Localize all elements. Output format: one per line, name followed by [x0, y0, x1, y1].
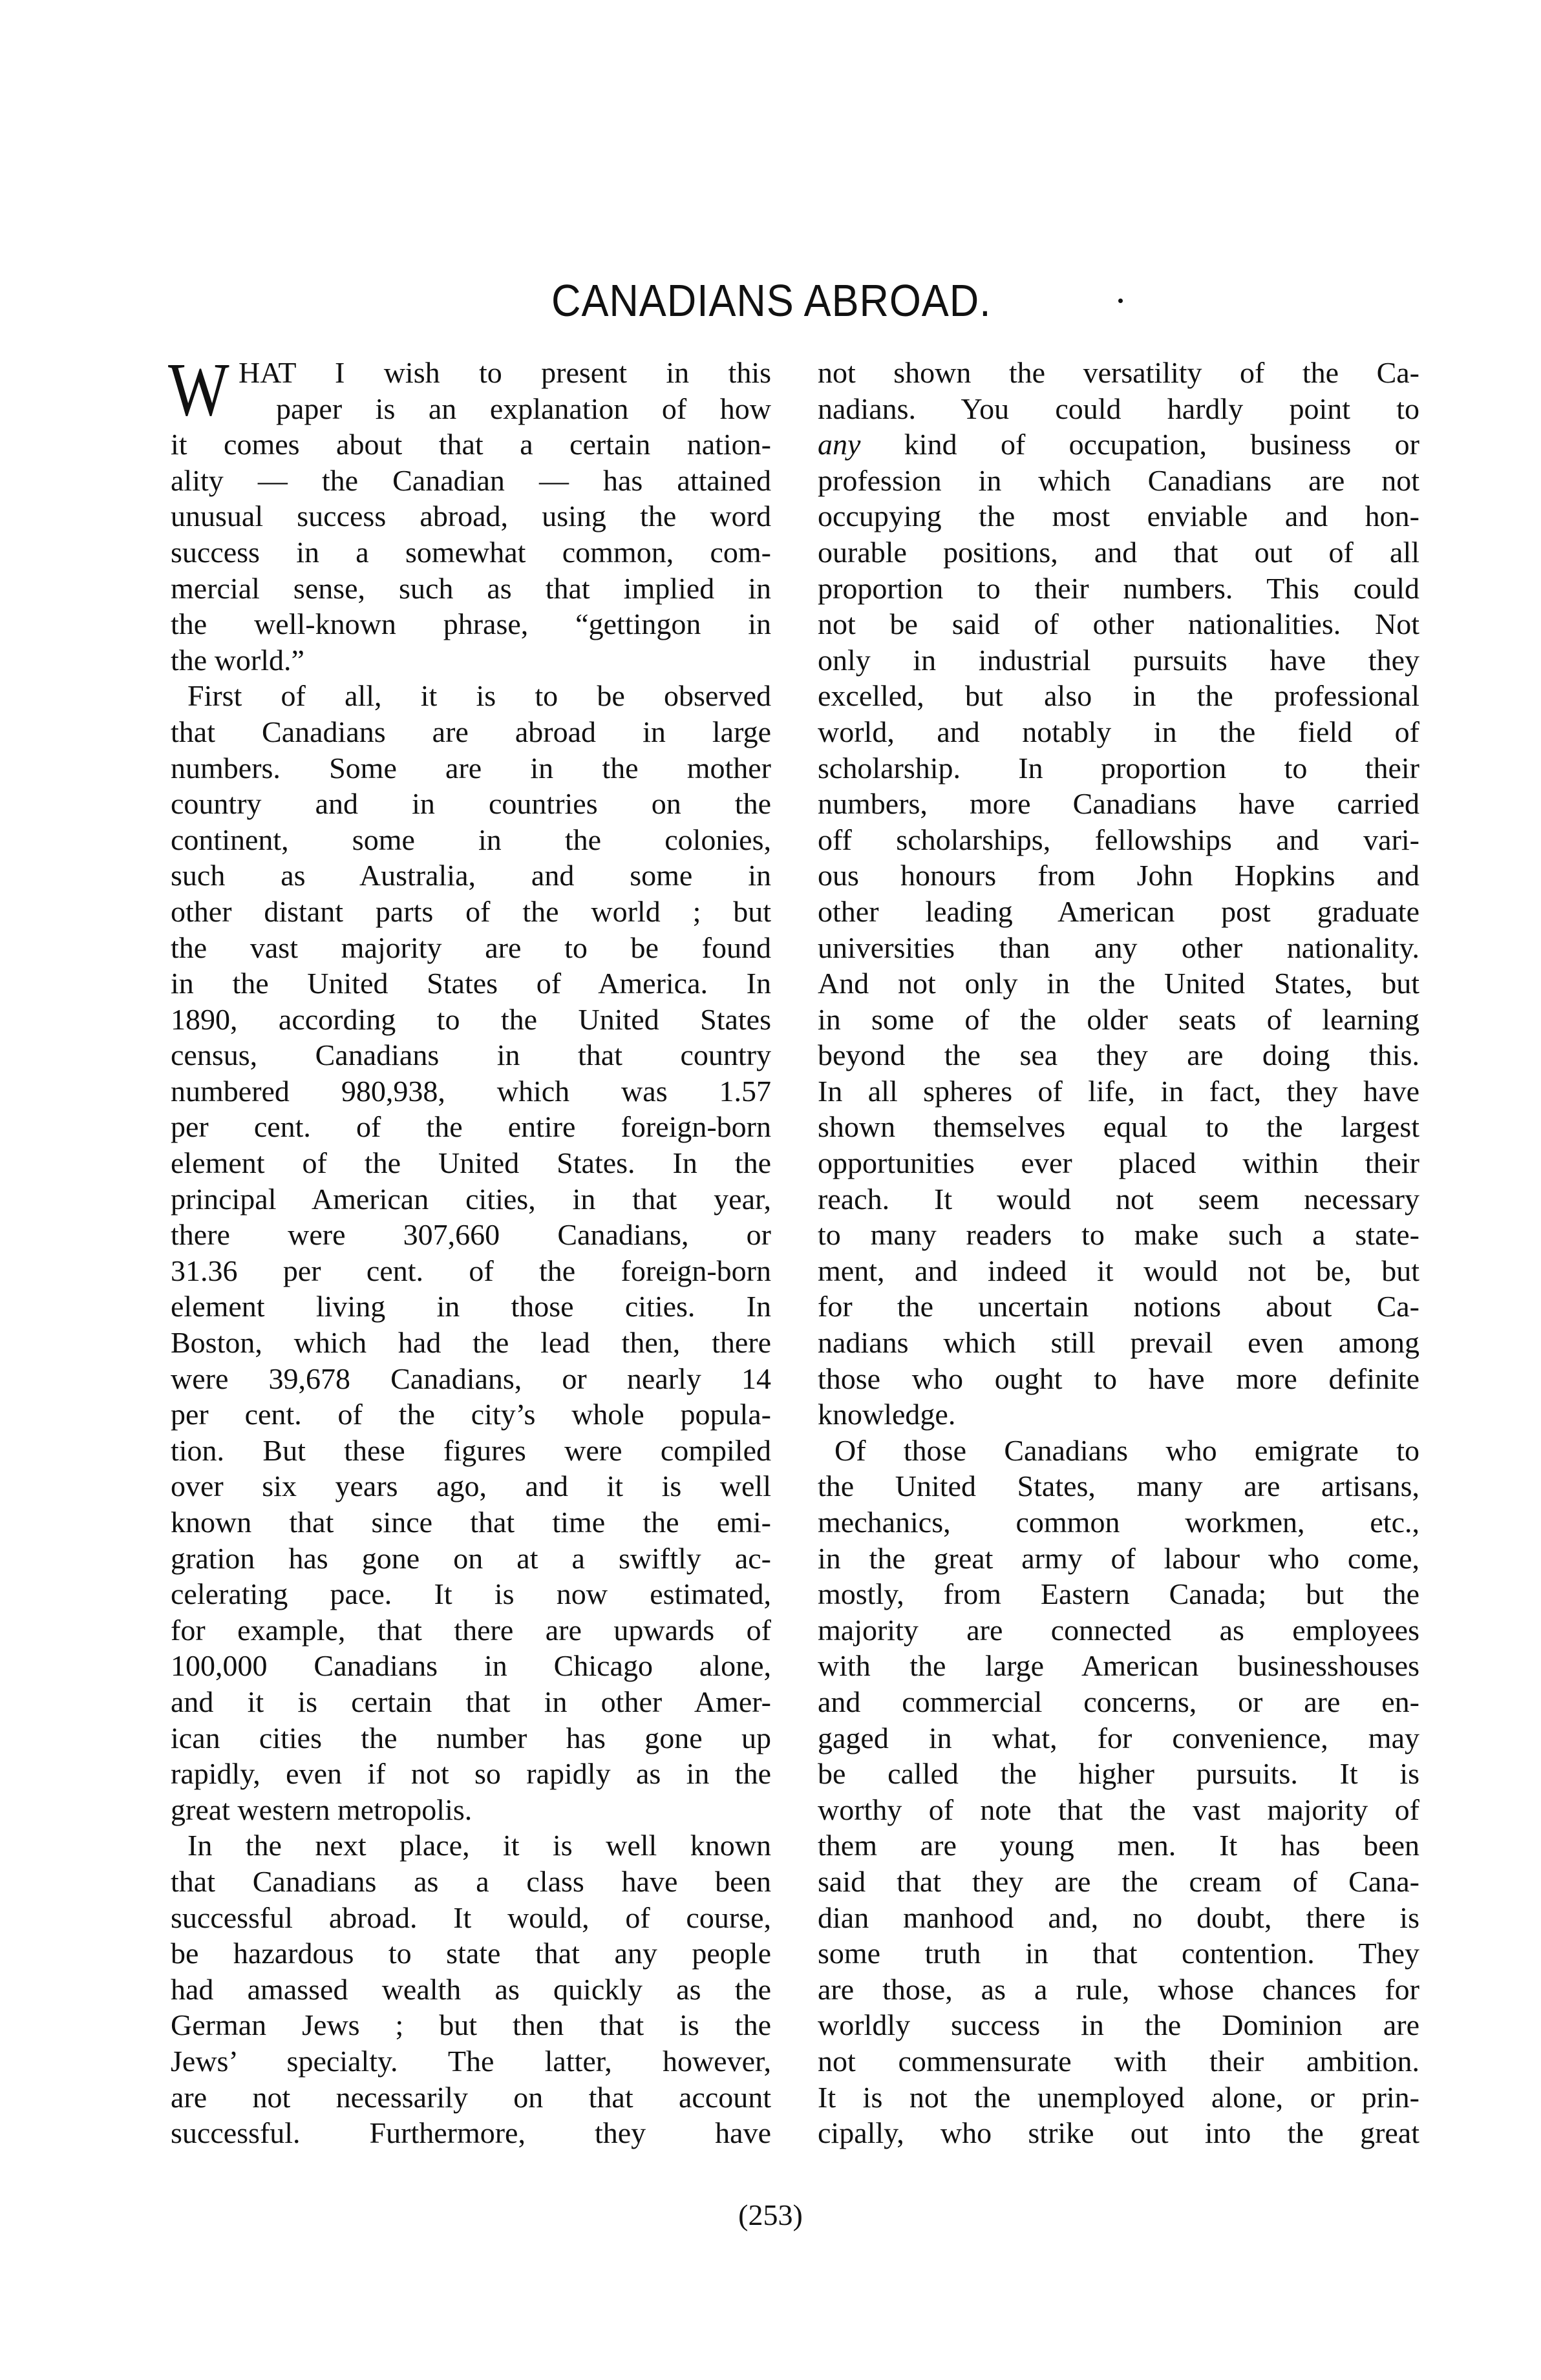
text-line: shown themselves equal to the largest: [818, 1110, 1419, 1144]
text-line: occupying the most enviable and hon-: [818, 500, 1419, 533]
text-line: mercial sense, such as that implied in: [171, 571, 771, 605]
text-line: great western metropolis.: [171, 1793, 473, 1826]
text-line: mechanics, common workmen, etc.,: [818, 1506, 1419, 1539]
text-line: numbers. Some are in the mother: [171, 751, 771, 785]
text-line: other leading American post graduate: [818, 894, 1419, 928]
article-title: CANADIANS ABROAD.: [551, 275, 992, 326]
text-line: gration has gone on at a swiftly ac-: [171, 1541, 771, 1575]
text-line: are those, as a rule, whose chances for: [818, 1972, 1419, 2006]
text-line: opportunities ever placed within their: [818, 1146, 1419, 1180]
text-line: nadians. You could hardly point to: [818, 392, 1419, 425]
text-line: per cent. of the entire foreign-born: [171, 1110, 771, 1144]
text-line: Of those Canadians who emigrate to: [834, 1433, 1419, 1467]
text-line: in some of the older seats of learning: [818, 1002, 1419, 1036]
text-line: worthy of note that the vast majority of: [818, 1793, 1419, 1826]
text-line: And not only in the United States, but: [818, 967, 1419, 1000]
text-line: knowledge.: [818, 1398, 956, 1431]
text-line: world, and notably in the field of: [818, 715, 1419, 748]
text-line: reach. It would not seem necessary: [818, 1182, 1419, 1216]
text-line: some truth in that contention. They: [818, 1937, 1419, 1970]
text-line: German Jews ; but then that is the: [171, 2008, 771, 2042]
text-line: 100,000 Canadians in Chicago alone,: [171, 1649, 771, 1683]
text-line: ment, and indeed it would not be, but: [818, 1254, 1419, 1287]
text-line: In the next place, it is well known: [187, 1829, 771, 1862]
text-line: be called the higher pursuits. It is: [818, 1757, 1419, 1791]
text-line: it comes about that a certain nation-: [171, 428, 771, 461]
text-line: principal American cities, in that year,: [171, 1182, 771, 1216]
text-line: for the uncertain notions about Ca-: [818, 1290, 1419, 1323]
stray-mark: [1118, 299, 1123, 303]
text-line: to many readers to make such a state-: [818, 1218, 1419, 1252]
text-line: Jews’ specialty. The latter, however,: [171, 2044, 771, 2078]
text-line: rapidly, even if not so rapidly as in the: [171, 1757, 771, 1791]
text-line: numbers, more Canadians have carried: [818, 787, 1419, 821]
text-line: ality — the Canadian — has attained: [171, 463, 771, 497]
text-line: there were 307,660 Canadians, or: [171, 1218, 771, 1252]
left-column: [168, 347, 771, 2151]
text-line: nadians which still prevail even among: [818, 1326, 1419, 1360]
text-line: Boston, which had the lead then, there: [171, 1326, 771, 1360]
drop-cap: W: [168, 347, 229, 432]
text-line: ous honours from John Hopkins and: [818, 859, 1419, 892]
text-line: element living in those cities. In: [171, 1290, 771, 1323]
text-line: and it is certain that in other Amer-: [171, 1685, 771, 1718]
text-line: them are young men. It has been: [818, 1829, 1419, 1862]
text-line: successful abroad. It would, of course,: [171, 1901, 771, 1934]
page-number: (253): [738, 2198, 803, 2231]
text-line: ican cities the number has gone up: [171, 1721, 771, 1754]
text-line: the United States, many are artisans,: [818, 1469, 1419, 1503]
text-line: any kind of occupation, business or: [818, 428, 1419, 461]
text-line: continent, some in the colonies,: [171, 823, 771, 856]
text-line: off scholarships, fellowships and vari-: [818, 823, 1419, 856]
text-line: tion. But these figures were compiled: [171, 1433, 771, 1467]
italic-word: any: [818, 428, 861, 461]
text-line: success in a somewhat common, com-: [171, 535, 771, 569]
text-line: were 39,678 Canadians, or nearly 14: [171, 1362, 771, 1395]
text-line: 1890, according to the United States: [171, 1002, 771, 1036]
text-line: the vast majority are to be found: [171, 931, 771, 964]
text-line: unusual success abroad, using the word: [171, 500, 771, 533]
text-line: census, Canadians in that country: [171, 1038, 771, 1072]
text-line: not be said of other nationalities. Not: [818, 607, 1419, 641]
text-line: had amassed wealth as quickly as the: [171, 1972, 771, 2006]
text-line: celerating pace. It is now estimated,: [171, 1577, 771, 1611]
text-line: per cent. of the city’s whole popula-: [171, 1398, 771, 1431]
text-line: for example, that there are upwards of: [171, 1613, 771, 1647]
text-line: that Canadians as a class have been: [171, 1864, 771, 1898]
text-line: those who ought to have more definite: [818, 1362, 1419, 1395]
text-line: only in industrial pursuits have they: [818, 643, 1419, 677]
text-line: proportion to their numbers. This could: [818, 571, 1419, 605]
text-line: other distant parts of the world ; but: [171, 894, 771, 928]
text-line: be hazardous to state that any people: [171, 1937, 771, 1970]
text-line: numbered 980,938, which was 1.57: [171, 1074, 771, 1108]
text-line: are not necessarily on that account: [171, 2080, 771, 2114]
text-line: over six years ago, and it is well: [171, 1469, 771, 1503]
text-line: such as Australia, and some in: [171, 859, 771, 892]
text-line: successful. Furthermore, they have: [171, 2116, 771, 2150]
text-line: universities than any other nationality.: [818, 931, 1419, 964]
text-line: element of the United States. In the: [171, 1146, 771, 1180]
text-line: the well-known phrase, “gettingon in: [171, 607, 771, 641]
text-line: known that since that time the emi-: [171, 1506, 771, 1539]
text-line: not shown the versatility of the Ca-: [818, 356, 1419, 389]
text-line: not commensurate with their ambition.: [818, 2044, 1419, 2078]
text-line: cipally, who strike out into the great: [818, 2116, 1419, 2150]
text-line: 31.36 per cent. of the foreign-born: [171, 1254, 771, 1287]
text-line: that Canadians are abroad in large: [171, 715, 771, 748]
right-column: [818, 355, 1419, 2151]
text-line: HAT I wish to present in this: [239, 356, 771, 389]
text-line: beyond the sea they are doing this.: [818, 1038, 1419, 1072]
text-line: dian manhood and, no doubt, there is: [818, 1901, 1419, 1934]
text-line: and commercial concerns, or are en-: [818, 1685, 1419, 1718]
text-line: ourable positions, and that out of all: [818, 535, 1419, 569]
text-line: scholarship. In proportion to their: [818, 751, 1419, 785]
text-line: profession in which Canadians are not: [818, 463, 1419, 497]
text-line: with the large American businesshouses: [818, 1649, 1419, 1683]
text-line: paper is an explanation of how: [276, 392, 771, 425]
text-line: gaged in what, for convenience, may: [818, 1721, 1419, 1754]
text-line: in the United States of America. In: [171, 967, 771, 1000]
text-line: It is not the unemployed alone, or prin-: [818, 2080, 1419, 2114]
text-line: the world.”: [171, 643, 304, 677]
text-line: excelled, but also in the professional: [818, 679, 1419, 713]
text-line: worldly success in the Dominion are: [818, 2008, 1419, 2042]
text-line: In all spheres of life, in fact, they have: [818, 1074, 1419, 1108]
text-line: First of all, it is to be observed: [187, 679, 771, 713]
text-line: majority are connected as employees: [818, 1613, 1419, 1647]
text-line: mostly, from Eastern Canada; but the: [818, 1577, 1419, 1611]
text-line: said that they are the cream of Cana-: [818, 1864, 1419, 1898]
text-line: country and in countries on the: [171, 787, 771, 821]
text-line: in the great army of labour who come,: [818, 1541, 1419, 1575]
